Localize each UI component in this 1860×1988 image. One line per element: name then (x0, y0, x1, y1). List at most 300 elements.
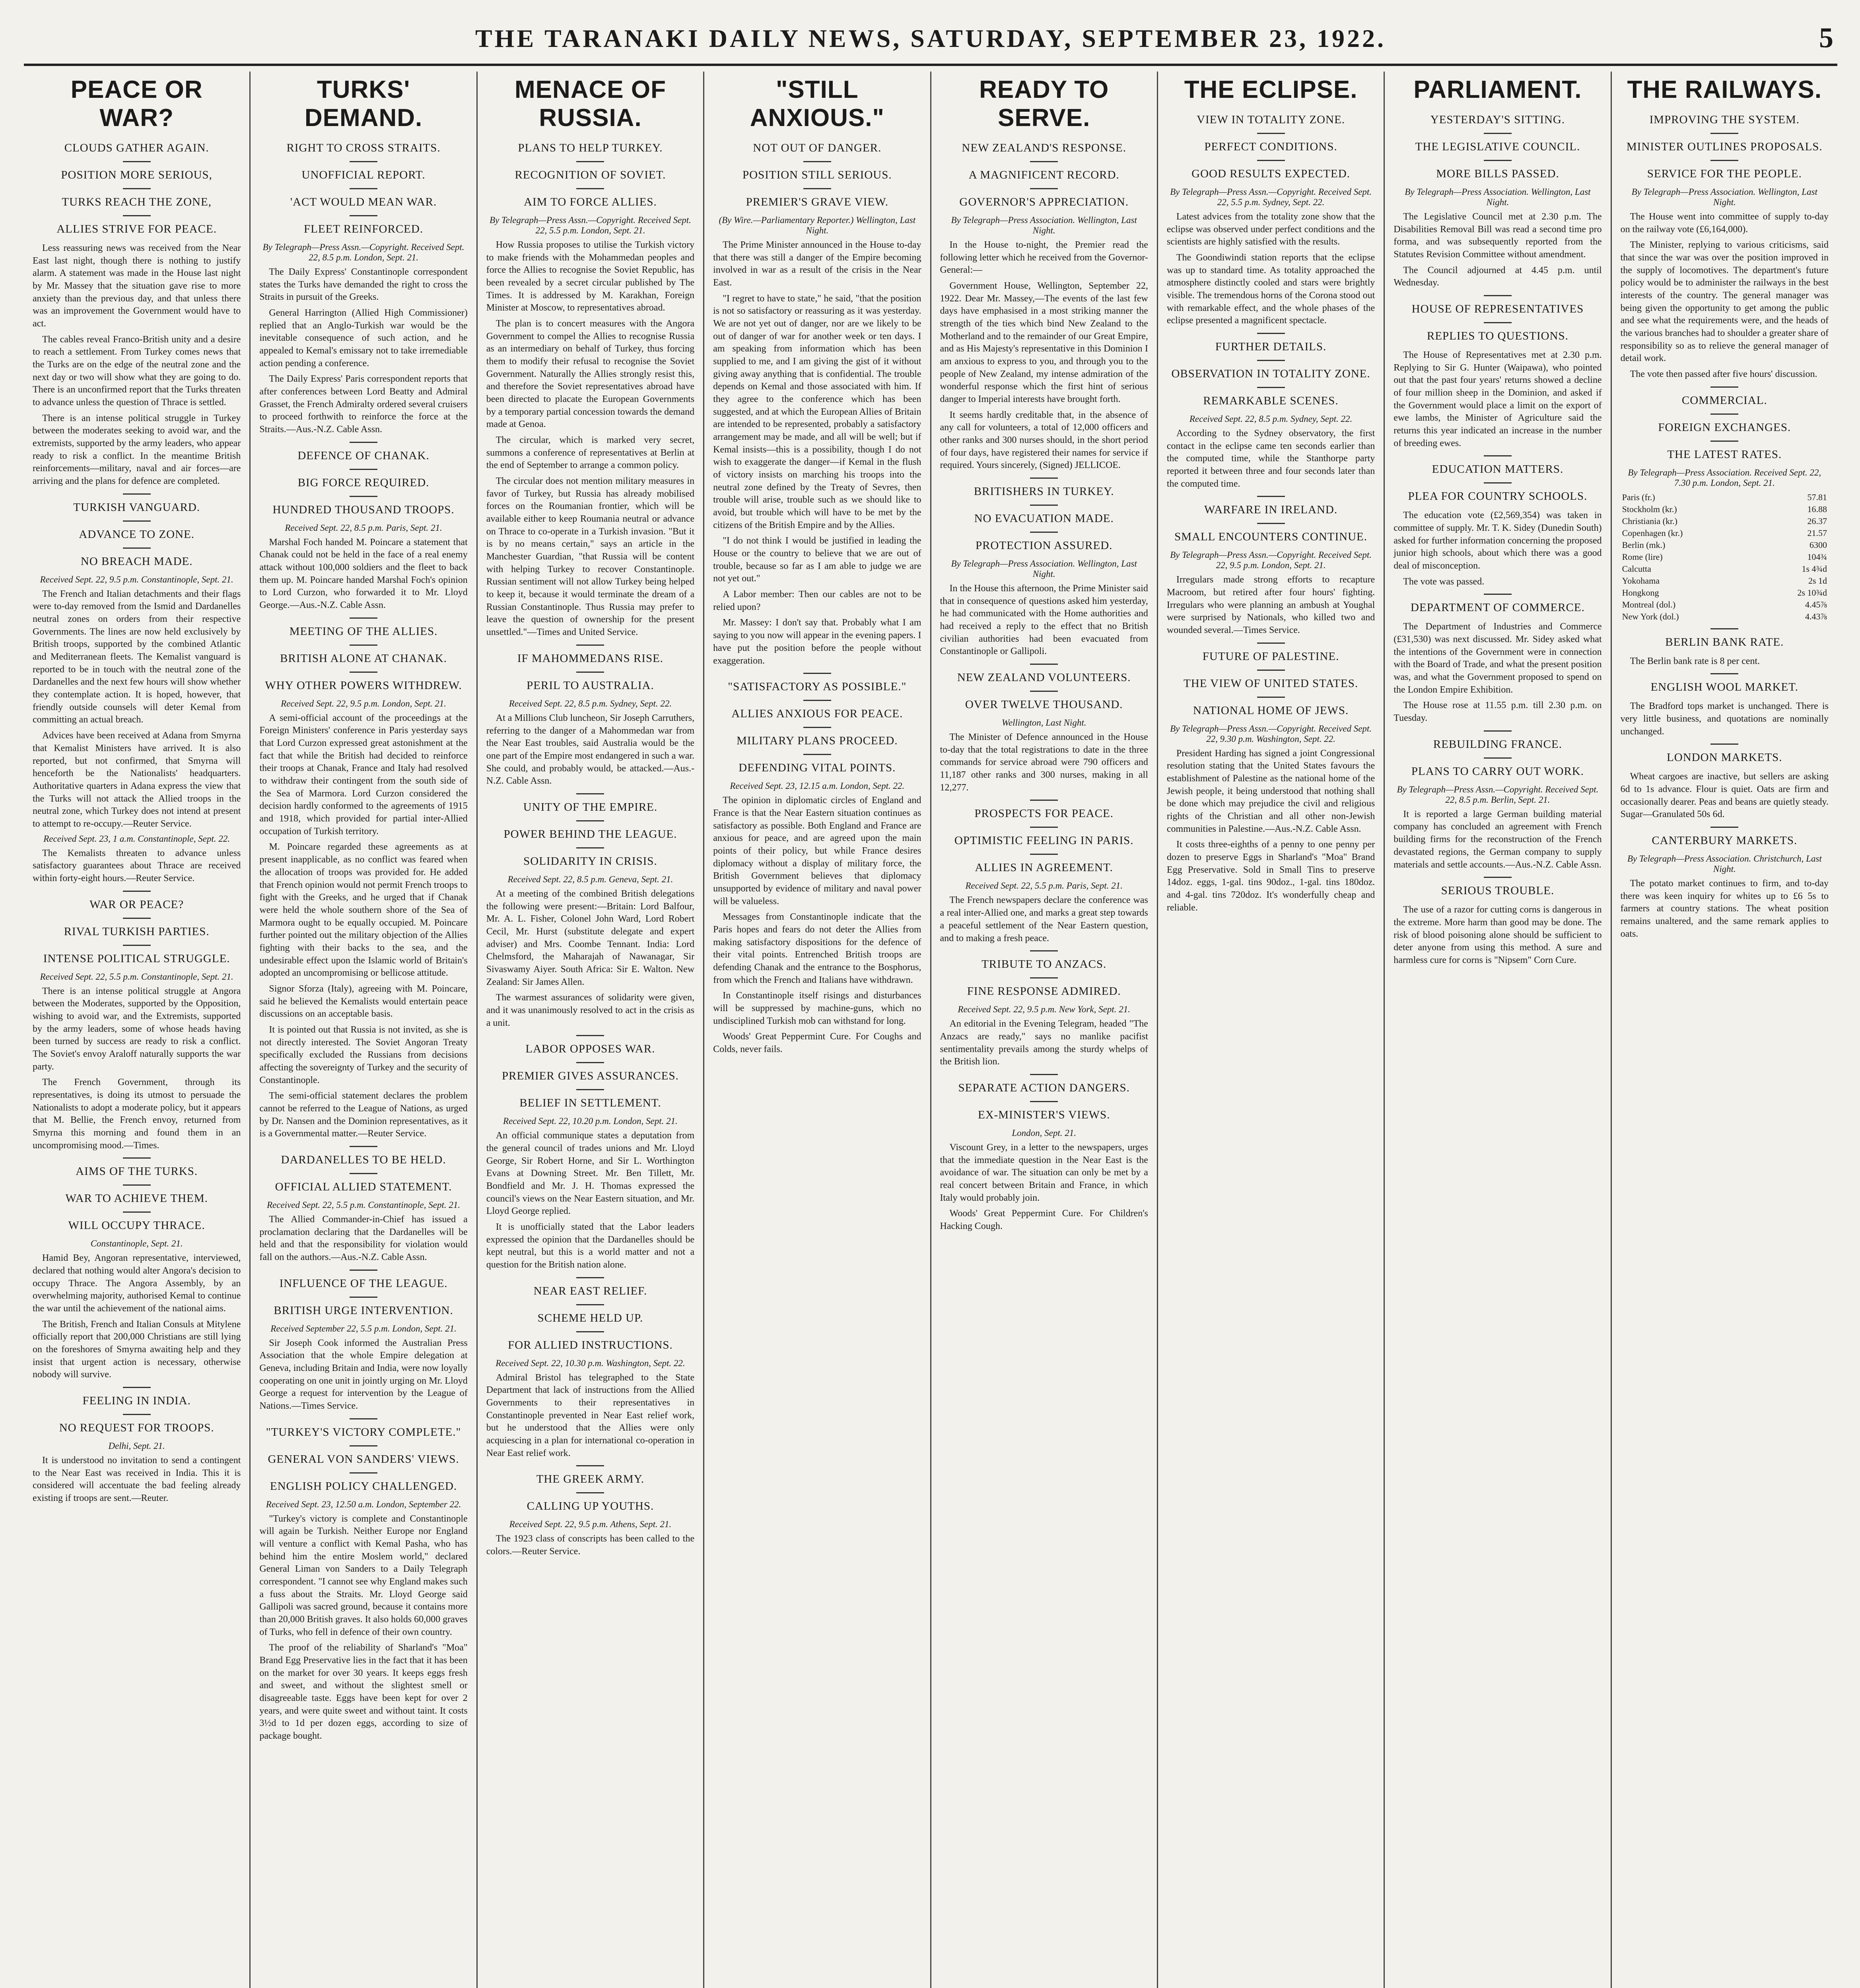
rate-place: Copenhagen (kr.) (1622, 528, 1683, 538)
article-paragraph: The French newspapers declare the conference was a real inter-Allied one, and marks a great step towards a peaceful settlement of the Near Eastern question, and to making a fresh peace. (940, 895, 1148, 944)
article-paragraph: The vote was passed. (1403, 576, 1485, 587)
column-heading: PARLIAMENT. (1413, 76, 1582, 103)
dateline: Constantinople, Sept. 21. (90, 1239, 183, 1249)
article-paragraph: M. Poincare regarded these agreements as at present inapplicable, as no conflict was feared when the allocation of troops was provided for. He added that French opinion would not permit French troops to fight with the Greeks, and he urged that if Chanak were held the whole southern shore of the Sea of Marmora ought to be equally occupied. M. Poincare further pointed out the military objection of the Allies fighting with their backs to the sea, and the undesirable effect upon the Islamic world of Britain's adopted an uncompromising or bellicose attitude. (259, 842, 468, 978)
section-rule (350, 1270, 377, 1271)
section-rule (123, 188, 151, 189)
article-paragraph: General Harrington (Allied High Commissioner) replied that an Anglo-Turkish war would be the inevitable consequence of such action, and he appealed to Kemal's emissary not to take irremediable action pending a conference. (259, 308, 468, 369)
subheading: PERIL TO AUSTRALIA. (527, 679, 654, 692)
dateline: Received Sept. 22, 8.5 p.m. Geneva, Sept. 21. (507, 874, 673, 884)
table-row (1621, 599, 1829, 611)
article-paragraph: The Prime Minister announced in the House to-day that there was still a danger of the Empire becoming involved in war as a result of the crisis in the Near East. (713, 240, 921, 288)
article-paragraph: The House went into committee of supply to-day on the railway vote (£6,164,000). (1620, 212, 1829, 235)
subheading: BRITISHERS IN TURKEY. (974, 485, 1114, 498)
subheading: POSITION MORE SERIOUS, (61, 169, 212, 181)
subheading: GENERAL VON SANDERS' VIEWS. (268, 1452, 459, 1466)
subheading: FLEET REINFORCED. (304, 223, 424, 235)
rate-place: Montreal (dol.) (1622, 599, 1676, 610)
section-rule (803, 161, 831, 162)
dateline: By Telegraph—Press Association. Wellington, Last Night. (951, 559, 1137, 579)
article-paragraph: The plan is to concert measures with the Angora Government to compel the Allies to recognise Russia as an intermediary on behalf of Turkey, thus forcing them to modify their refusal to recognise the Soviet Government. Naturally the Allies strongly resist this, and therefore the Soviet representatives abroad have been directed to placate the European Governments by a temporary partial concession towards the demand made at Genoa. (486, 318, 695, 430)
dateline: Received Sept. 22, 9.5 p.m. London, Sept. 21. (281, 698, 446, 709)
article-paragraph: The cables reveal Franco-British unity and a desire to reach a settlement. From Turkey comes news that the Turks are on the edge of the neutral zone and the next day or two will show what they are going to do. There is an unconfirmed report that the Turks threaten to advance unless the question of Thrace is settled. (33, 334, 241, 408)
dateline: Received Sept. 22, 10.20 p.m. London, Sept. 21. (503, 1116, 678, 1126)
subheading: INTENSE POLITICAL STRUGGLE. (43, 952, 230, 965)
section-rule (123, 215, 151, 216)
subheading: LONDON MARKETS. (1667, 751, 1782, 764)
section-rule (576, 1331, 604, 1332)
section-rule (123, 1211, 151, 1213)
article-paragraph: In Constantinople itself risings and disturbances will be suppressed by machine-guns, which no undisciplined Turkish mob can withstand for long. (713, 990, 921, 1026)
article-paragraph: Sir Joseph Cook informed the Australian Press Association that the whole Empire delegation at Geneva, including Britain and India, were now loyally cooperating on one unit in jointly urging on Mr. Lloyd George a request for intervention by the League of Nations.—Times Service. (259, 1338, 468, 1411)
dateline: Received Sept. 23, 12.50 a.m. London, September 22. (266, 1499, 461, 1509)
article-paragraph: The Daily Express' Paris correspondent reports that after conferences between Lord Beatty and Admiral Grasset, the French Admiralty ordered several cruisers to proceed forthwith to reinforce the force at the Straits.—Aus.-N.Z. Cable Assn. (259, 374, 468, 435)
subheading: BIG FORCE REQUIRED. (297, 476, 430, 489)
article-paragraph: Woods' Great Peppermint Cure. For Coughs and Colds, never fails. (713, 1031, 921, 1054)
subheading: BELIEF IN SETTLEMENT. (519, 1097, 661, 1110)
subheading: POSITION STILL SERIOUS. (742, 169, 892, 181)
section-rule (350, 496, 377, 497)
subheading: IMPROVING THE SYSTEM. (1649, 113, 1800, 126)
article-paragraph: At a Millions Club luncheon, Sir Joseph Carruthers, referring to the danger of a Mahommedan war from the Near East troubles, said Australia would be the one part of the Empire most endangered in such a war. She could, and probably would, be attacked.—Aus.-N.Z. Cable Assn. (486, 712, 695, 786)
article-paragraph: The 1923 class of conscripts has been called to the colors.—Reuter Service. (486, 1534, 695, 1557)
subheading: MEETING OF THE ALLIES. (289, 625, 438, 638)
section-rule (1030, 161, 1058, 162)
section-rule (1484, 322, 1512, 323)
section-rule (123, 547, 151, 549)
article-paragraph: The Department of Industries and Commerce (£31,530) was next discussed. Mr. Sidey asked what the intentions of the Government were in connection with the Board of Trade, and what the present position was, and what the Government proposed to spend on the London Empire Exhibition. (1394, 621, 1602, 695)
subheading: ALLIES IN AGREEMENT. (975, 861, 1113, 874)
dateline: By Telegraph—Press Association. Christchurch, Last Night. (1627, 854, 1822, 874)
column-heading: READY TO SERVE. (979, 76, 1109, 132)
subheading: ENGLISH WOOL MARKET. (1650, 681, 1799, 694)
table-row (1621, 491, 1829, 503)
subheading: ADVANCE TO ZONE. (79, 528, 195, 541)
article-paragraph: Admiral Bristol has telegraphed to the State Department that lack of instructions from the Allied Governments to their representatives in Constantinople prevented in Near East relief work, but he understood that the Allies were only acquiescing in a plan for international co-operation in Near East relief work. (486, 1372, 695, 1458)
section-rule (1710, 160, 1738, 161)
column-8 (1612, 72, 1837, 1988)
subheading: SOLIDARITY IN CRISIS. (523, 854, 657, 868)
section-rule (350, 161, 377, 162)
subheading: NO EVACUATION MADE. (974, 512, 1114, 525)
subheading: WHY OTHER POWERS WITHDREW. (265, 679, 462, 692)
subheading: CLOUDS GATHER AGAIN. (64, 142, 209, 154)
subheading: NATIONAL HOME OF JEWS. (1193, 704, 1349, 717)
section-rule (1710, 386, 1738, 388)
subheading: THE GREEK ARMY. (536, 1473, 645, 1486)
rate-value: 6300 (1809, 540, 1827, 550)
article-paragraph: "Turkey's victory is complete and Constantinople will again be Turkish. Neither Europe nor England will venture a conflict with Kemal Pasha, who has behind him the entire Moslem world," declared General Liman von Sanders to a Daily Telegraph correspondent. "I cannot see why England makes such a fuss about the Straits. Mr. Lloyd George said Gallipoli was sacred ground, because it contains more than 20,000 British graves. It also holds 60,000 graves of Turks, who fell in defence of their own country. (259, 1513, 468, 1637)
section-rule (123, 891, 151, 892)
article-paragraph: The use of a razor for cutting corns is dangerous in the extreme. More harm than good may be done. The risk of blood poisoning alone should be sufficient to deter anyone from using this method. A sure and harmless cure for corns is "Nipsem" Corn Cure. (1394, 905, 1602, 965)
section-rule (803, 673, 831, 674)
article-paragraph: Woods' Great Peppermint Cure. For Children's Hacking Cough. (940, 1208, 1148, 1231)
section-rule (350, 672, 377, 673)
dateline: Received Sept. 22, 9.5 p.m. Constantinople, Sept. 21. (40, 574, 233, 584)
subheading: NOT OUT OF DANGER. (753, 142, 882, 154)
article-paragraph: There is an intense political struggle at Angora between the Moderates, supported by the Opposition, wishing to avoid war, and the Extremists, supported by the army leaders, some of whose heads having been turned by success are ready to risk a conflict. The Soviet's envoy Araloff naturally supports the war party. (33, 986, 241, 1072)
subheading: MORE BILLS PASSED. (1436, 167, 1559, 180)
article-paragraph: The Legislative Council met at 2.30 p.m. The Disabilities Removal Bill was read a second time pro forma, and was subsequently reported from the Statutes Revision Committee without amendment. (1394, 212, 1602, 260)
section-rule (1710, 414, 1738, 415)
section-rule (576, 1304, 604, 1305)
rate-value: 2s 10¾d (1797, 587, 1827, 598)
section-rule (803, 754, 831, 755)
dateline: (By Wire.—Parliamentary Reporter.) Wellington, Last Night. (719, 215, 916, 235)
subheading: CALLING UP YOUTHS. (527, 1500, 654, 1513)
article-paragraph: The Goondiwindi station reports that the eclipse was up to standard time. As totality approached the atmosphere distinctly cooled and stars were brightly visible. The tremendous horns of the Corona stood out with remarkable effect, and the whole phases of the eclipse presented a magnificent spectacle. (1166, 252, 1375, 326)
dateline: By Telegraph—Press Assn.—Copyright. Received Sept. 22, 8.5 p.m. Berlin, Sept. 21. (1397, 784, 1599, 805)
section-rule (1030, 505, 1058, 506)
article-paragraph: The education vote (£2,569,354) was taken in committee of supply. Mr. T. K. Sidey (Dunedin South) asked for further information concerning the proposed junior high schools, about which there was a good deal of misconception. (1394, 510, 1602, 571)
section-rule (123, 1414, 151, 1415)
section-rule (1030, 854, 1058, 855)
section-rule (1030, 977, 1058, 978)
section-rule (350, 617, 377, 619)
section-rule (1257, 670, 1285, 671)
subheading: PLANS TO CARRY OUT WORK. (1411, 765, 1584, 778)
article-paragraph: An editorial in the Evening Telegram, headed "The Anzacs are ready," says no manlike pacifist sentimentality prevails among the sturdy whelps of the British lion. (940, 1019, 1148, 1067)
subheading: SEPARATE ACTION DANGERS. (958, 1081, 1130, 1094)
subheading: OBSERVATION IN TOTALITY ZONE. (1171, 367, 1370, 381)
table-row (1621, 503, 1829, 515)
section-rule (1484, 730, 1512, 732)
newspaper-title: THE TARANAKI DAILY NEWS, SATURDAY, SEPTEMBER 23, 1922. (475, 24, 1386, 52)
rate-place: Christiania (kr.) (1622, 516, 1677, 526)
section-rule (1257, 523, 1285, 524)
section-rule (123, 520, 151, 522)
article-paragraph: Advices have been received at Adana from Smyrna that Kemalist Ministers have arrived. It is also reported, but not confirmed, that Smyrna will henceforth be the Nationalists' headquarters. Authoritative quarters in Adana express the view that the Turks will not attack the Allied troops in the neutral zone, which Turkey does not intend at present to attempt to re-occupy.—Reuter Service. (33, 730, 241, 829)
subheading: SMALL ENCOUNTERS CONTINUE. (1174, 530, 1367, 544)
subheading: FURTHER DETAILS. (1215, 340, 1327, 353)
rate-value: 4.45⅞ (1805, 599, 1827, 610)
subheading: NEW ZEALAND'S RESPONSE. (962, 142, 1126, 154)
section-rule (1484, 133, 1512, 134)
section-rule (350, 1418, 377, 1419)
section-rule (1257, 160, 1285, 161)
rate-place: Rome (lire) (1622, 551, 1663, 562)
subheading: DEPARTMENT OF COMMERCE. (1411, 601, 1585, 614)
subheading: SERIOUS TROUBLE. (1441, 884, 1555, 897)
rate-value: 26.37 (1807, 516, 1827, 526)
section-rule (350, 1297, 377, 1298)
section-rule (1710, 744, 1738, 745)
page-number: 5 (1819, 22, 1833, 54)
column-heading: THE RAILWAYS. (1627, 76, 1822, 103)
article-paragraph: It costs three-eighths of a penny to one penny per dozen to preserve Eggs in Sharland's "Moa" Brand Egg Preservative. Sold in Small Tins to preserve 14doz. eggs, 1-gal. tins 90doz., 1-gal. tins 180doz. and 4-gal. tins 720doz. It's wonderfully cheap and reliable. (1166, 839, 1375, 913)
section-rule (1257, 133, 1285, 134)
newspaper-columns (24, 72, 1837, 1988)
dateline: London, Sept. 21. (1012, 1128, 1076, 1138)
subheading: OPTIMISTIC FEELING IN PARIS. (954, 834, 1134, 847)
subheading: SERVICE FOR THE PEOPLE. (1647, 167, 1802, 180)
subheading: REMARKABLE SCENES. (1203, 394, 1339, 408)
column-heading: MENACE OF RUSSIA. (514, 76, 666, 132)
article-paragraph: The circular does not mention military measures in favor of Turkey, but Russia has already mobilised forces on the Roumanian frontier, which will be available either to keep Roumania neutral or advance on Thrace to co-operate in a Turkish invasion. "But it is by no means certain," says an article in the Manchester Guardian, "that Russia will be content with helping Turkey to recover Constantinople. Russian sentiment will not allow Turkey being helped to keep it, because it would terminate the dream of a Russian Constantinople. Thus Russia may prefer to leave the question of ownership for the present unsettled."—Times and United Service. (486, 476, 695, 638)
section-rule (576, 645, 604, 646)
subheading: A MAGNIFICENT RECORD. (968, 169, 1119, 181)
column-1 (24, 72, 251, 1988)
article-paragraph: Viscount Grey, in a letter to the newspapers, urges that the immediate question in the Near East is the avoidance of war. The situation can only be met by a real concert between Britain and France, in which Italy would probably join. (940, 1142, 1148, 1203)
subheading: PREMIER'S GRAVE VIEW. (746, 196, 889, 208)
section-rule (1710, 827, 1738, 828)
column-6 (1158, 72, 1385, 1988)
article-paragraph: The French Government, through its representatives, is doing its utmost to persuade the Nationalists to adopt a moderate policy, but it appears that M. Bellie, the French envoy, returned from Smyrna this morning and found them in an uncompromising mood.—Times. (33, 1077, 241, 1151)
subheading: HUNDRED THOUSAND TROOPS. (272, 503, 455, 516)
section-rule (1030, 1101, 1058, 1102)
column-5 (931, 72, 1158, 1988)
subheading: REPLIES TO QUESTIONS. (1427, 330, 1568, 343)
section-rule (350, 188, 377, 189)
subheading: DARDANELLES TO BE HELD. (281, 1153, 446, 1166)
article-paragraph: Wheat cargoes are inactive, but sellers are asking 6d to 1s advance. Flour is quiet. Oats are firm and occasionally dearer. Peas and beans are quietly steady. Sugar—Granulated 50s 6d. (1620, 771, 1829, 820)
section-rule (1257, 496, 1285, 497)
section-rule (123, 1387, 151, 1388)
dateline: Received Sept. 23, 12.15 a.m. London, Sept. 22. (730, 781, 905, 791)
dateline: By Telegraph—Press Assn.—Copyright. Received Sept. 22, 5.5 p.m. Sydney, Sept. 22. (1170, 187, 1372, 207)
dateline: By Telegraph—Press Assn.—Copyright. Received Sept. 22, 5.5 p.m. London, Sept. 21. (489, 215, 691, 235)
article-paragraph: The Daily Express' Constantinople correspondent states the Turks have demanded the right to cross the Straits in pursuit of the Greeks. (259, 267, 468, 303)
dateline: By Telegraph—Press Assn.—Copyright. Received Sept. 22, 8.5 p.m. London, Sept. 21. (262, 242, 465, 262)
section-rule (1030, 800, 1058, 801)
article-paragraph: It is pointed out that Russia is not invited, as she is not directly interested. The Soviet Angoran Treaty specifically excluded the Russians from decisions affecting the sovereignty of Turkey and the security of Constantinople. (259, 1024, 468, 1085)
section-rule (1030, 691, 1058, 692)
subheading: THE LEGISLATIVE COUNCIL. (1415, 140, 1580, 153)
article-paragraph: Irregulars made strong efforts to recapture Macroom, but retired after four hours' fighting. Irregulars who were planning an ambush at Youghal were surprised by Nationals, who killed two and wounded several.—Times Service. (1166, 575, 1375, 636)
masthead (24, 16, 1837, 66)
subheading: YESTERDAY'S SITTING. (1430, 113, 1565, 126)
dateline: Received Sept. 22, 9.5 p.m. Athens, Sept. 21. (509, 1519, 672, 1530)
dateline: Delhi, Sept. 21. (108, 1441, 165, 1451)
subheading: BRITISH ALONE AT CHANAK. (280, 652, 447, 665)
section-rule (350, 469, 377, 470)
rate-value: 21.57 (1807, 528, 1827, 538)
dateline: Received Sept. 22, 8.5 p.m. Sydney, Sept. 22. (1189, 414, 1353, 424)
table-row (1621, 563, 1829, 575)
article-paragraph: The Kemalists threaten to advance unless satisfactory guarantees about Thrace are received within forty-eight hours.—Reuter Service. (33, 848, 241, 883)
subheading: CANTERBURY MARKETS. (1652, 834, 1798, 847)
subheading: MINISTER OUTLINES PROPOSALS. (1626, 140, 1823, 153)
section-rule (803, 727, 831, 728)
dateline: By Telegraph—Press Association. Received Sept. 22, 7.30 p.m. London, Sept. 21. (1628, 467, 1821, 488)
section-rule (576, 1089, 604, 1090)
subheading: THE VIEW OF UNITED STATES. (1184, 677, 1359, 690)
section-rule (576, 847, 604, 848)
rate-value: 2s 1d (1808, 575, 1827, 586)
dateline: Wellington, Last Night. (1001, 718, 1086, 728)
subheading: WARFARE IN IRELAND. (1204, 503, 1338, 516)
table-row (1621, 551, 1829, 563)
rate-value: 57.81 (1807, 492, 1827, 502)
article-paragraph: It is unofficially stated that the Labor leaders expressed the opinion that the Dardanelles should be kept neutral, but this is a world matter and not a question for the British nation alone. (486, 1221, 695, 1270)
subheading: DEFENDING VITAL POINTS. (739, 761, 896, 775)
column-heading: "STILL ANXIOUS." (750, 76, 884, 132)
subheading: AIMS OF THE TURKS. (76, 1165, 198, 1178)
column-heading: TURKS' DEMAND. (304, 76, 423, 132)
section-rule (1257, 333, 1285, 334)
table-row (1621, 611, 1829, 623)
section-rule (1030, 664, 1058, 665)
rate-place: Stockholm (kr.) (1622, 504, 1677, 514)
article-paragraph: In the House this afternoon, the Prime Minister said that in consequence of questions asked him yesterday, he had communicated with the Home authorities and had received a reply to the effect that no British civilian authorities had been evacuated from Constantinople or Gallipoli. (940, 583, 1148, 657)
article-paragraph: The potato market continues to firm, and to-day there was keen inquiry for whites up to £6 5s to farmers at country stations. The wheat position remains unaltered, and the same remark applies to oats. (1620, 878, 1829, 939)
section-rule (1257, 387, 1285, 388)
dateline: Received Sept. 22, 8.5 p.m. Sydney, Sept. 22. (509, 698, 672, 709)
article-paragraph: The House of Representatives met at 2.30 p.m. Replying to Sir G. Hunter (Waipawa), who pointed out that the past four years' returns showed a decline of four million sheep in the Dominion, and asked if the Government would place a limit on the export of ewe lambs, the Minister of Agriculture said the returns this year indicated an increase in the number of breeding ewes. (1394, 350, 1602, 448)
dateline: By Telegraph—Press Association. Wellington, Last Night. (1405, 187, 1591, 207)
subheading: INFLUENCE OF THE LEAGUE. (279, 1277, 448, 1290)
subheading: LABOR OPPOSES WAR. (525, 1043, 655, 1056)
section-rule (123, 1184, 151, 1186)
section-rule (1710, 628, 1738, 629)
section-rule (1030, 532, 1058, 533)
article-paragraph: Mr. Massey: I don't say that. Probably what I am saying to you now will appear in the evening papers. I have put the position before the people without exaggeration. (713, 617, 921, 666)
section-rule (576, 1465, 604, 1466)
subheading: POWER BEHIND THE LEAGUE. (503, 827, 677, 841)
article-paragraph: "I regret to have to state," he said, "that the position is not so satisfactory or reassuring as it was yesterday. We are not yet out of danger, nor are we likely to be out of danger of war for another week or ten days. I am speaking from information which has been supplied to me, and I am giving the gist of it without giving away anything that is confidential. The trouble depends on Kemal and those associated with him. If they agree to the conference which has been suggested, and at which the European Allies of Britain are intended to be represented, probably a satisfactory arrangement may be made, and all will be well; but if Kemal insists—this is a possibility, though I do not wish to exaggerate the danger—if Kemal in the flush of victory insists on marching his troops into the neutral zone defined by the Treaty of Sevres, then trouble will arise, trouble such as we should like to avoid, but trouble which will have to be met by the citizens of the British Empire and by the Allies. (713, 293, 921, 530)
subheading: HOUSE OF REPRESENTATIVES (1411, 303, 1584, 316)
subheading: UNITY OF THE EMPIRE. (523, 800, 658, 813)
subheading: THE LATEST RATES. (1667, 448, 1782, 461)
dateline: Received Sept. 22, 8.5 p.m. Paris, Sept. 21. (285, 522, 442, 533)
section-rule (803, 188, 831, 189)
subheading: ENGLISH POLICY CHALLENGED. (270, 1479, 457, 1493)
section-rule (1710, 673, 1738, 674)
article-paragraph: It seems hardly creditable that, in the absence of any call for volunteers, a total of 12,000 officers and other ranks and 300 nurses should, in the short period of four days, have registered their names for service if required. Yours sincerely, (Signed) JELLICOE. (940, 410, 1148, 471)
column-3 (478, 72, 704, 1988)
section-rule (1030, 478, 1058, 479)
subheading: ALLIES STRIVE FOR PEACE. (56, 223, 217, 235)
subheading: RIGHT TO CROSS STRAITS. (286, 142, 441, 154)
section-rule (123, 945, 151, 946)
column-4 (704, 72, 931, 1988)
article-paragraph: A semi-official account of the proceedings at the Foreign Ministers' conference in Paris yesterday says that Lord Curzon expressed great astonishment at the fact that while the British had decided to reinforce their troops at Chanak, France and Italy had resolved to withdraw their contingent from the south side of the Sea of Marmora. Lord Curzon considered the decision hardly conformed to the agreements of 1915 and 1918, which provided for partial inter-Allied occupation of Turkish territory. (259, 712, 468, 837)
subheading: NEAR EAST RELIEF. (533, 1284, 647, 1297)
section-rule (576, 672, 604, 673)
dateline: Received Sept. 22, 5.5 p.m. Constantinople, Sept. 21. (40, 971, 233, 982)
article-paragraph: Signor Sforza (Italy), agreeing with M. Poincare, said he believed the Kemalists would entertain peace discussions on an acceptable basis. (259, 983, 468, 1019)
subheading: FEELING IN INDIA. (82, 1394, 191, 1407)
section-rule (1257, 643, 1285, 644)
article-paragraph: "I do not think I would be justified in leading the House or the country to believe that we are out of trouble, because so far as I am able to judge we are not yet out." (713, 536, 921, 584)
section-rule (1484, 295, 1512, 296)
subheading: PERFECT CONDITIONS. (1204, 140, 1337, 153)
rate-place: Hongkong (1622, 587, 1659, 598)
dateline: By Telegraph—Press Association. Wellington, Last Night. (951, 215, 1137, 235)
article-paragraph: Messages from Constantinople indicate that the Paris hopes and fears do not deter the Allies from making satisfactory dispositions for the defence of their vital points. Entrenched British troops are defending Chanak and the entrance to the Bosphorus, from which the French and Italians have withdrawn. (713, 912, 921, 985)
rate-place: New York (dol.) (1622, 611, 1679, 621)
table-row (1621, 539, 1829, 551)
article-paragraph: Hamid Bey, Angoran representative, interviewed, declared that nothing would alter Angora's decision to occupy Thrace. The Angora Assembly, by an overwhelming majority, authorised Kemal to continue the war until the achievement of the national aims. (33, 1253, 241, 1314)
article-paragraph: Marshal Foch handed M. Poincare a statement that Chanak could not be held in the face of a real enemy attack without 100,000 soldiers and the fleet to back them up. M. Poincare handed Marshal Foch's opinion to Lord Curzon, who forwarded it to Mr. Lloyd George.—Aus.-N.Z. Cable Assn. (259, 537, 468, 611)
section-rule (1484, 877, 1512, 878)
dateline: Received September 22, 5.5 p.m. London, Sept. 21. (270, 1323, 457, 1334)
section-rule (350, 645, 377, 646)
section-rule (1030, 827, 1058, 828)
dateline: By Telegraph—Press Association. Wellington, Last Night. (1631, 187, 1817, 207)
article-paragraph: There is an intense political struggle in Turkey between the moderates seeking to avoid war, and the extremists, supported by the army leaders, who appear ready to risk a conflict. In the meantime British reinforcements—military, naval and air forces—are arriving and the plans for defence are completed. (33, 413, 241, 487)
subheading: WAR OR PEACE? (89, 898, 184, 911)
section-rule (350, 215, 377, 216)
section-rule (576, 1492, 604, 1493)
section-rule (576, 820, 604, 821)
table-row (1621, 587, 1829, 599)
subheading: EDUCATION MATTERS. (1432, 463, 1564, 476)
rate-place: Yokohama (1622, 575, 1660, 586)
article-paragraph: The vote then passed after five hours' discussion. (1630, 369, 1817, 380)
dateline: Received Sept. 23, 1 a.m. Constantinople, Sept. 22. (43, 833, 230, 844)
article-paragraph: The circular, which is marked very secret, summons a conference of representatives at Berlin at the end of September to arrange a common policy. (486, 435, 695, 471)
rate-place: Paris (fr.) (1622, 492, 1655, 502)
table-row (1621, 515, 1829, 527)
table-row (1621, 575, 1829, 587)
article-paragraph: An official communique states a deputation from the general council of trades unions and Mr. Lloyd George, Sir Robert Horne, and Sir L. Worthington Evans at Downing Street. Mr. Ben Tillett, Mr. Bondfield and Mr. J. H. Thomas expressed the council's views on the Near Eastern situation, and Mr. Lloyd George replied. (486, 1130, 695, 1217)
section-rule (123, 161, 151, 162)
subheading: FOREIGN EXCHANGES. (1658, 421, 1791, 434)
article-paragraph: At a meeting of the combined British delegations the following were present:—Britain: Lord Balfour, Mr. A. L. Fisher, Colonel John Ward, Lord Robert Cecil, Mr. Hurst (substitute delegate and expert adviser) and Mrs. Coombe Tennant. India: Lord Chelmsford, the Maharajah of Nawanagar, Sir Sivaswamy Aiyer. South Africa: Sir E. Walton. New Zealand: Sir James Allen. (486, 888, 695, 987)
article-paragraph: It is understood no invitation to send a contingent to the Near East was received in India. This it is considered will accentuate the bad feeling already existing if troops are sent.—Reuter. (33, 1455, 241, 1504)
section-rule (1257, 360, 1285, 361)
subheading: COMMERCIAL. (1681, 394, 1767, 407)
subheading: OFFICIAL ALLIED STATEMENT. (275, 1180, 452, 1193)
rate-value: 104¾ (1807, 551, 1827, 562)
rate-place: Calcutta (1622, 563, 1651, 574)
article-paragraph: How Russia proposes to utilise the Turkish victory to make friends with the Mohammedan peoples and force the Allies to recognise the Soviet Republic, has been revealed by a secret circular published by The Times. It is addressed by M. Karakhan, Foreign Minister at Moscow, to representatives abroad. (486, 240, 695, 313)
subheading: BERLIN BANK RATE. (1665, 635, 1784, 648)
rate-place: Berlin (mk.) (1622, 540, 1666, 550)
subheading: TRIBUTE TO ANZACS. (982, 958, 1107, 971)
subheading: MILITARY PLANS PROCEED. (737, 734, 898, 747)
column-2 (251, 72, 477, 1988)
dateline: Received Sept. 22, 10.30 p.m. Washington, Sept. 22. (496, 1358, 685, 1368)
article-paragraph: The Allied Commander-in-Chief has issued a proclamation declaring that the Dardanelles will be held and that the responsibility for violation would fall on the authors.—Aus.-N.Z. Cable Assn. (259, 1214, 468, 1262)
dateline: Received Sept. 22, 9.5 p.m. New York, Sept. 21. (958, 1004, 1130, 1015)
section-rule (576, 793, 604, 794)
section-rule (123, 493, 151, 495)
subheading: PLEA FOR COUNTRY SCHOOLS. (1408, 490, 1588, 503)
dateline: By Telegraph—Press Assn.—Copyright. Received Sept. 22, 9.5 p.m. London, Sept. 21. (1170, 550, 1372, 571)
section-rule (350, 1173, 377, 1174)
dateline: Received Sept. 22, 5.5 p.m. Constantinople, Sept. 21. (267, 1200, 461, 1210)
subheading: FOR ALLIED INSTRUCTIONS. (508, 1338, 673, 1351)
section-rule (576, 161, 604, 162)
subheading: "SATISFACTORY AS POSSIBLE." (728, 680, 907, 693)
dateline: By Telegraph—Press Assn.—Copyright. Received Sept. 22, 9.30 p.m. Washington, Sept. 22. (1170, 723, 1372, 744)
subheading: NO REQUEST FOR TROOPS. (59, 1421, 214, 1434)
article-paragraph: The French and Italian detachments and their flags were to-day removed from the Ismid and Dardanelles neutral zones on orders from their respective Governments. The lines are now held exclusively by British troops, supported by the combined Atlantic and Mediterranean fleets. The Kemalist vanguard is reported to be in touch with the neutral zone of the Dardanelles and the next few hours will show whether they contemplate action. It is hoped, however, that friendly outside counsels will deter Kemal from committing an actual breach. (33, 588, 241, 725)
subheading: SCHEME HELD UP. (537, 1311, 643, 1324)
section-rule (1710, 133, 1738, 134)
subheading: UNOFFICIAL REPORT. (301, 169, 426, 181)
section-rule (1030, 1074, 1058, 1075)
subheading: RIVAL TURKISH PARTIES. (64, 925, 210, 938)
article-paragraph: President Harding has signed a joint Congressional resolution stating that the United States favours the establishment of Palestine as the national home of the Jewish people, it being understood that nothing shall be done which may prejudice the civil and religious rights of the Christian and all other non-Jewish communities in Palestine.—Aus.-N.Z. Cable Assn. (1166, 748, 1375, 834)
section-rule (576, 1035, 604, 1036)
article-paragraph: The Berlin bank rate is 8 per cent. (1630, 656, 1760, 666)
article-paragraph: The Minister of Defence announced in the House to-day that the total registrations to date in the three commands for service abroad were 790 officers and 11,187 other ranks and 300 nurses, making in all 12,277. (940, 732, 1148, 793)
subheading: BRITISH URGE INTERVENTION. (274, 1304, 453, 1317)
article-paragraph: The opinion in diplomatic circles of England and France is that the Near Eastern situation continues as satisfactory as possible. Both England and France are anxious for peace, and are agreed upon the main points of their policy, but while France desires diplomacy without a display of military force, the British Government believes that diplomacy unsupported by evidence of military and naval power will be valueless. (713, 795, 921, 907)
article-paragraph: The Bradford tops market is unchanged. There is very little business, and quotations are nominally unchanged. (1620, 701, 1829, 737)
article-paragraph: Less reassuring news was received from the Near East last night, though there is nothing to justify alarm. A statement was made in the House last night by Mr. Massey that the situation gave rise to more anxiety than the previous day, and that unless there was an improvement the Government would have to act. (33, 243, 241, 329)
section-rule (576, 1277, 604, 1278)
section-rule (350, 1146, 377, 1147)
subheading: GOOD RESULTS EXPECTED. (1191, 167, 1350, 180)
subheading: FINE RESPONSE ADMIRED. (967, 985, 1121, 998)
article-paragraph: A Labor member: Then our cables are not to be relied upon? (713, 589, 921, 612)
subheading: WAR TO ACHIEVE THEM. (65, 1192, 208, 1205)
subheading: TURKISH VANGUARD. (73, 501, 200, 514)
